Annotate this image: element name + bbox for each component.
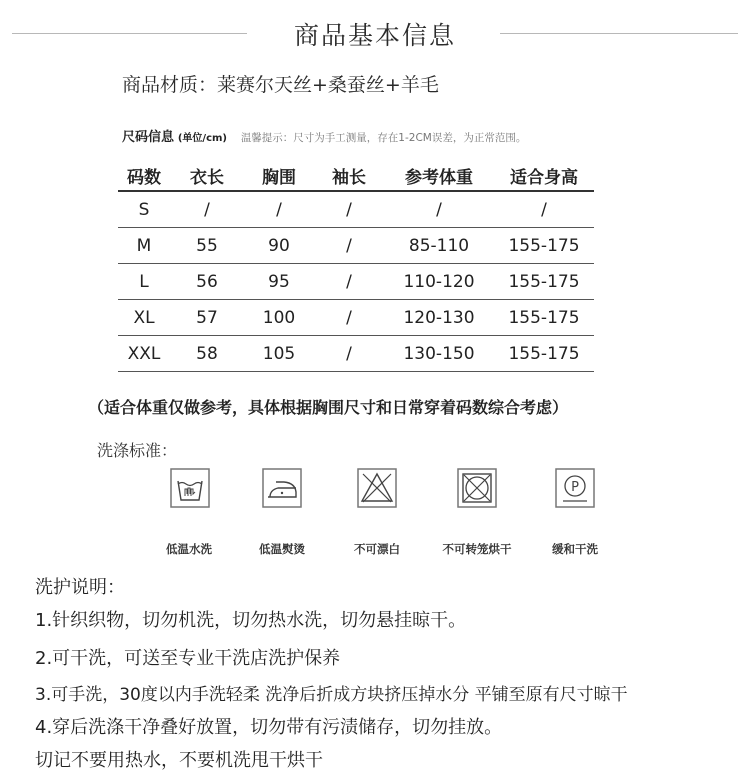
- wash-icon-label: 不可漂白: [354, 542, 400, 556]
- care-instructions-title: 洗护说明：: [35, 577, 125, 598]
- care-line: 2.可干洗，可送至专业干洗店洗护保养: [35, 648, 341, 669]
- table-row: [118, 336, 594, 372]
- table-cell: /: [314, 336, 384, 372]
- table-cell: /: [494, 191, 594, 228]
- table-cell: 155-175: [494, 264, 594, 300]
- table-cell: /: [314, 264, 384, 300]
- table-cell: 57: [170, 300, 244, 336]
- table-cell: 100: [244, 300, 314, 336]
- table-cell: /: [384, 191, 494, 228]
- wash-standard-title: 洗涤标准：: [97, 441, 178, 460]
- material-text: 商品材质：莱赛尔天丝+桑蚕丝+羊毛: [122, 74, 439, 96]
- table-cell: M: [118, 228, 170, 264]
- no-bleach-icon: [357, 468, 397, 508]
- size-note: （适合体重仅做参考，具体根据胸围尺寸和日常穿着码数综合考虑）: [88, 398, 569, 417]
- size-info-unit: (单位/cm): [177, 133, 227, 144]
- table-cell: S: [118, 191, 170, 228]
- wash-icon-label: 低温水洗: [166, 542, 212, 556]
- wash-icon-label: 低温熨烫: [259, 542, 305, 556]
- table-cell: /: [244, 191, 314, 228]
- page-title: 商品基本信息: [293, 21, 456, 50]
- table-cell: /: [314, 300, 384, 336]
- care-line: 4.穿后洗涤干净叠好放置，切勿带有污渍储存，切勿挂放。: [35, 717, 503, 738]
- table-cell: 105: [244, 336, 314, 372]
- svg-text:P: P: [571, 480, 579, 495]
- care-line: 切记不要用热水，不要机洗甩干烘干: [35, 750, 323, 771]
- table-cell: /: [314, 191, 384, 228]
- wash-icon-label: 不可转笼烘干: [442, 542, 512, 556]
- table-cell: 55: [170, 228, 244, 264]
- table-cell: 130-150: [384, 336, 494, 372]
- table-row: [118, 228, 594, 264]
- table-cell: 110-120: [384, 264, 494, 300]
- table-row: [118, 264, 594, 300]
- table-cell: /: [314, 228, 384, 264]
- column-header: 码数: [118, 160, 170, 191]
- column-header: 胸围: [244, 160, 314, 191]
- gentle-dry-clean-icon: [555, 468, 595, 508]
- table-header-row: [118, 160, 594, 191]
- low-temp-iron-icon: [262, 468, 302, 508]
- table-cell: 85-110: [384, 228, 494, 264]
- table-cell: 155-175: [494, 300, 594, 336]
- table-cell: 120-130: [384, 300, 494, 336]
- care-line: 3.可手洗，30度以内手洗轻柔 洗净后折成方块挤压掉水分 平铺至原有尺寸晾干: [35, 685, 628, 705]
- size-info-tip: 温馨提示：尺寸为手工测量，存在1-2CM误差，为正常范围。: [240, 132, 527, 144]
- table-cell: XL: [118, 300, 170, 336]
- table-row: [118, 191, 594, 228]
- column-header: 袖长: [314, 160, 384, 191]
- table-cell: XXL: [118, 336, 170, 372]
- title-divider-right: [500, 33, 738, 34]
- table-row: [118, 300, 594, 336]
- table-cell: 95: [244, 264, 314, 300]
- table-cell: L: [118, 264, 170, 300]
- table-cell: 155-175: [494, 336, 594, 372]
- wash-icon-label: 缓和干洗: [552, 542, 598, 556]
- table-cell: 56: [170, 264, 244, 300]
- column-header: 参考体重: [384, 160, 494, 191]
- table-cell: 58: [170, 336, 244, 372]
- column-header: 适合身高: [494, 160, 594, 191]
- size-info: [122, 126, 526, 145]
- size-table: [118, 160, 594, 372]
- no-tumble-dry-icon: [457, 468, 497, 508]
- title-divider-left: [12, 33, 247, 34]
- size-info-heading: 尺码信息: [122, 130, 175, 145]
- care-line: 1.针织织物，切勿机洗，切勿热水洗，切勿悬挂晾干。: [35, 610, 467, 631]
- table-cell: /: [170, 191, 244, 228]
- column-header: 衣长: [170, 160, 244, 191]
- table-cell: 155-175: [494, 228, 594, 264]
- low-temp-wash-icon: [170, 468, 210, 508]
- table-cell: 90: [244, 228, 314, 264]
